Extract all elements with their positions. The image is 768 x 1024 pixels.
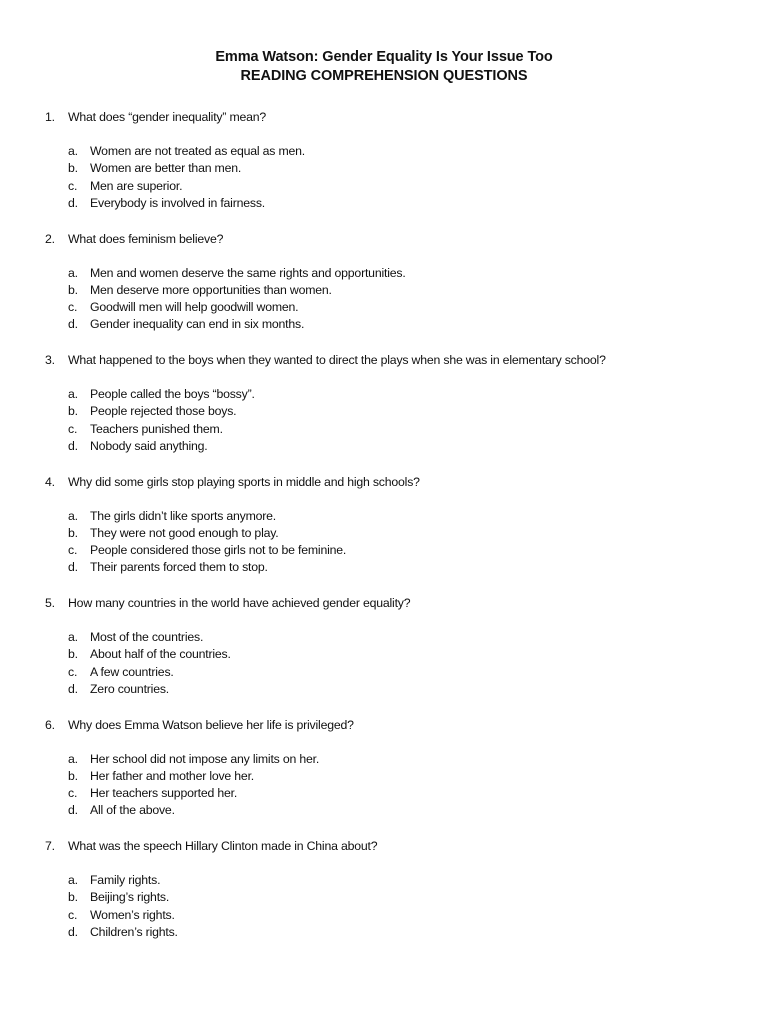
answer-option bbox=[68, 195, 305, 212]
option-letter: d. bbox=[68, 195, 78, 210]
answer-option bbox=[68, 438, 255, 455]
option-letter: b. bbox=[68, 282, 78, 297]
answer-option bbox=[68, 316, 406, 333]
option-text: Nobody said anything. bbox=[90, 438, 208, 453]
option-letter: a. bbox=[68, 144, 78, 158]
question-number: 3. bbox=[45, 353, 55, 367]
answer-option bbox=[68, 178, 305, 195]
option-text: Gender inequality can end in six months. bbox=[90, 317, 305, 332]
question-line bbox=[45, 474, 420, 490]
option-text: People called the boys “bossy”. bbox=[90, 387, 255, 401]
option-letter: a. bbox=[68, 508, 78, 523]
option-letter: c. bbox=[68, 543, 78, 558]
option-text: Children’s rights. bbox=[90, 924, 178, 939]
answer-option bbox=[68, 629, 231, 646]
answer-options bbox=[68, 872, 178, 941]
answer-option bbox=[68, 421, 255, 438]
answer-option bbox=[68, 768, 319, 785]
option-letter: d. bbox=[68, 681, 78, 696]
question-2 bbox=[45, 231, 735, 353]
option-letter: d. bbox=[68, 803, 78, 818]
option-text: Family rights. bbox=[90, 873, 161, 887]
option-text: Men deserve more opportunities than women. bbox=[90, 282, 332, 297]
option-text: Women are not treated as equal as men. bbox=[90, 144, 306, 158]
answer-options bbox=[68, 629, 231, 698]
option-letter: b. bbox=[68, 647, 78, 662]
question-5 bbox=[45, 595, 735, 717]
option-text: A few countries. bbox=[90, 664, 174, 679]
question-text: What was the speech Hillary Clinton made in China about? bbox=[68, 839, 378, 853]
option-text: They were not good enough to play. bbox=[90, 525, 279, 540]
answer-option bbox=[68, 508, 346, 525]
option-letter: a. bbox=[68, 873, 78, 887]
question-line bbox=[45, 595, 410, 611]
option-letter: b. bbox=[68, 161, 78, 176]
answer-option bbox=[68, 751, 319, 768]
option-letter: a. bbox=[68, 265, 78, 280]
option-text: Men are superior. bbox=[90, 178, 183, 193]
question-6 bbox=[45, 717, 735, 839]
answer-option bbox=[68, 299, 406, 316]
option-letter: b. bbox=[68, 525, 78, 540]
option-letter: a. bbox=[68, 387, 78, 401]
answer-option bbox=[68, 802, 319, 819]
option-letter: c. bbox=[68, 664, 78, 679]
answer-option bbox=[68, 872, 178, 889]
answer-option bbox=[68, 143, 305, 160]
question-1 bbox=[45, 109, 735, 231]
answer-option bbox=[68, 785, 319, 802]
option-letter: d. bbox=[68, 924, 78, 939]
answer-option bbox=[68, 265, 406, 282]
answer-option bbox=[68, 542, 346, 559]
option-text: Most of the countries. bbox=[90, 630, 204, 644]
question-number: 5. bbox=[45, 596, 55, 610]
question-7 bbox=[45, 838, 735, 960]
option-letter: d. bbox=[68, 438, 78, 453]
question-4 bbox=[45, 474, 735, 596]
answer-option bbox=[68, 907, 178, 924]
question-line bbox=[45, 109, 266, 125]
question-number: 2. bbox=[45, 231, 55, 246]
option-text: People considered those girls not to be feminine. bbox=[90, 543, 347, 558]
option-text: Her teachers supported her. bbox=[90, 786, 238, 801]
question-text: What does feminism believe? bbox=[68, 231, 224, 246]
option-text: Women’s rights. bbox=[90, 907, 175, 922]
option-letter: c. bbox=[68, 907, 78, 922]
option-letter: d. bbox=[68, 560, 78, 575]
option-text: Their parents forced them to stop. bbox=[90, 560, 268, 575]
question-list bbox=[45, 109, 735, 960]
question-number: 4. bbox=[45, 474, 55, 489]
option-text: Teachers punished them. bbox=[90, 421, 223, 436]
option-text: About half of the countries. bbox=[90, 647, 231, 662]
answer-options bbox=[68, 265, 406, 334]
option-text: Men and women deserve the same rights and opportunities. bbox=[90, 265, 406, 280]
option-letter: d. bbox=[68, 317, 78, 332]
document-subtitle: READING COMPREHENSION QUESTIONS bbox=[240, 68, 528, 84]
answer-option bbox=[68, 681, 231, 698]
answer-options bbox=[68, 751, 319, 820]
document-header bbox=[0, 48, 768, 86]
option-text: All of the above. bbox=[90, 803, 175, 818]
answer-option bbox=[68, 386, 255, 403]
question-text: What happened to the boys when they wanted to direct the plays when she was in elementary school? bbox=[68, 353, 606, 367]
option-text: Zero countries. bbox=[90, 681, 170, 696]
option-letter: b. bbox=[68, 768, 78, 783]
option-text: Everybody is involved in fairness. bbox=[90, 195, 266, 210]
question-line bbox=[45, 838, 377, 854]
question-line bbox=[45, 352, 606, 368]
answer-options bbox=[68, 143, 305, 212]
question-text: How many countries in the world have achieved gender equality? bbox=[68, 596, 411, 610]
question-text: Why does Emma Watson believe her life is privileged? bbox=[68, 717, 354, 732]
question-number: 1. bbox=[45, 110, 55, 124]
option-text: The girls didn’t like sports anymore. bbox=[90, 508, 277, 523]
option-letter: c. bbox=[68, 300, 78, 315]
option-text: Women are better than men. bbox=[90, 161, 242, 176]
option-letter: a. bbox=[68, 630, 78, 644]
option-text: Her father and mother love her. bbox=[90, 768, 254, 783]
answer-options bbox=[68, 386, 255, 455]
answer-option bbox=[68, 924, 178, 941]
question-number: 6. bbox=[45, 717, 55, 732]
option-text: Her school did not impose any limits on her. bbox=[90, 751, 320, 766]
question-line bbox=[45, 717, 354, 733]
option-letter: b. bbox=[68, 890, 78, 905]
answer-options bbox=[68, 508, 346, 577]
answer-option bbox=[68, 889, 178, 906]
option-text: Goodwill men will help goodwill women. bbox=[90, 300, 299, 315]
document-title: Emma Watson: Gender Equality Is Your Issue Too bbox=[215, 49, 553, 65]
option-letter: c. bbox=[68, 178, 78, 193]
option-letter: c. bbox=[68, 421, 78, 436]
question-text: Why did some girls stop playing sports in middle and high schools? bbox=[68, 474, 420, 489]
answer-option bbox=[68, 525, 346, 542]
question-line bbox=[45, 231, 223, 247]
answer-option bbox=[68, 646, 231, 663]
question-text: What does “gender inequality” mean? bbox=[68, 110, 267, 124]
answer-option bbox=[68, 559, 346, 576]
option-letter: a. bbox=[68, 751, 78, 766]
question-number: 7. bbox=[45, 839, 55, 853]
answer-option bbox=[68, 664, 231, 681]
question-3 bbox=[45, 352, 735, 474]
option-letter: b. bbox=[68, 404, 78, 419]
option-text: Beijing’s rights. bbox=[90, 890, 170, 905]
answer-option bbox=[68, 403, 255, 420]
answer-option bbox=[68, 282, 406, 299]
option-letter: c. bbox=[68, 786, 78, 801]
answer-option bbox=[68, 160, 305, 177]
option-text: People rejected those boys. bbox=[90, 404, 237, 419]
